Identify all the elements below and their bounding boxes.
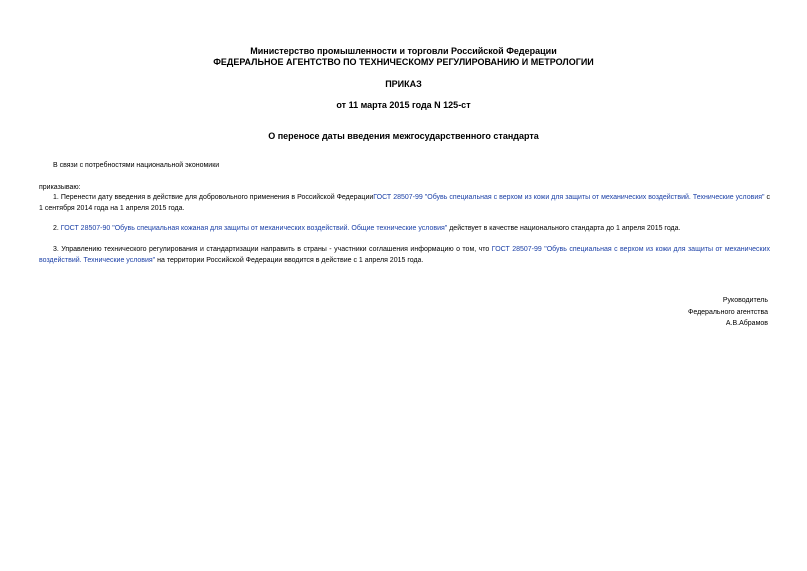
signature-name: А.В.Абрамов	[725, 320, 768, 327]
agency-title: ФЕДЕРАЛЬНОЕ АГЕНТСТВО ПО ТЕХНИЧЕСКОМУ РЕГУЛИРОВАНИЮ И МЕТРОЛОГИИ	[213, 57, 594, 67]
order-item-2	[39, 223, 770, 234]
item-3-text: 3. Управлению технического регулирования и стандартизации направить в страны - участники соглашения информацию о том, что	[53, 246, 492, 253]
item-1-tail: с 1 сентября 2014 года на 1 апреля 2015 года.	[39, 194, 771, 212]
doc-subject: О переносе даты введения межгосударственного стандарта	[268, 131, 539, 141]
item-2-tail: действует в качестве национального стандарта до 1 апреля 2015 года.	[447, 225, 681, 232]
item-3-tail: на территории Российской Федерации вводится в действие с 1 апреля 2015 года.	[155, 257, 424, 264]
item-1-text: 1. Перенести дату введения в действие для добровольного применения в Российской Федерации	[53, 194, 374, 201]
ministry-title: Министерство промышленности и торговли Российской Федерации	[250, 46, 557, 56]
signature-agency: Федерального агентства	[688, 308, 768, 316]
signature-block	[688, 295, 768, 330]
item-2-text: 2.	[53, 225, 61, 232]
doc-date-number: от 11 марта 2015 года N 125-ст	[336, 100, 471, 110]
order-word: приказываю:	[39, 184, 81, 191]
order-item-1	[39, 192, 770, 214]
order-item-3	[39, 244, 770, 266]
gost-28507-90-link[interactable]: ГОСТ 28507-90 "Обувь специальная кожаная для защиты от механических воздействий. Общие технические условия"	[60, 225, 448, 232]
gost-28507-99-link[interactable]: ГОСТ 28507-99 "Обувь специальная с верхом из кожи для защиты от механических воздействий. Технические условия"	[373, 194, 765, 201]
preamble: В связи с потребностями национальной экономики	[53, 162, 220, 169]
gost-28507-99-link-2[interactable]: ГОСТ 28507-99 "Обувь специальная с верхом из кожи для защиты от механических воздействий. Технические условия"	[39, 246, 770, 264]
doc-type: ПРИКАЗ	[385, 79, 422, 89]
signature-position: Руководитель	[722, 297, 768, 304]
